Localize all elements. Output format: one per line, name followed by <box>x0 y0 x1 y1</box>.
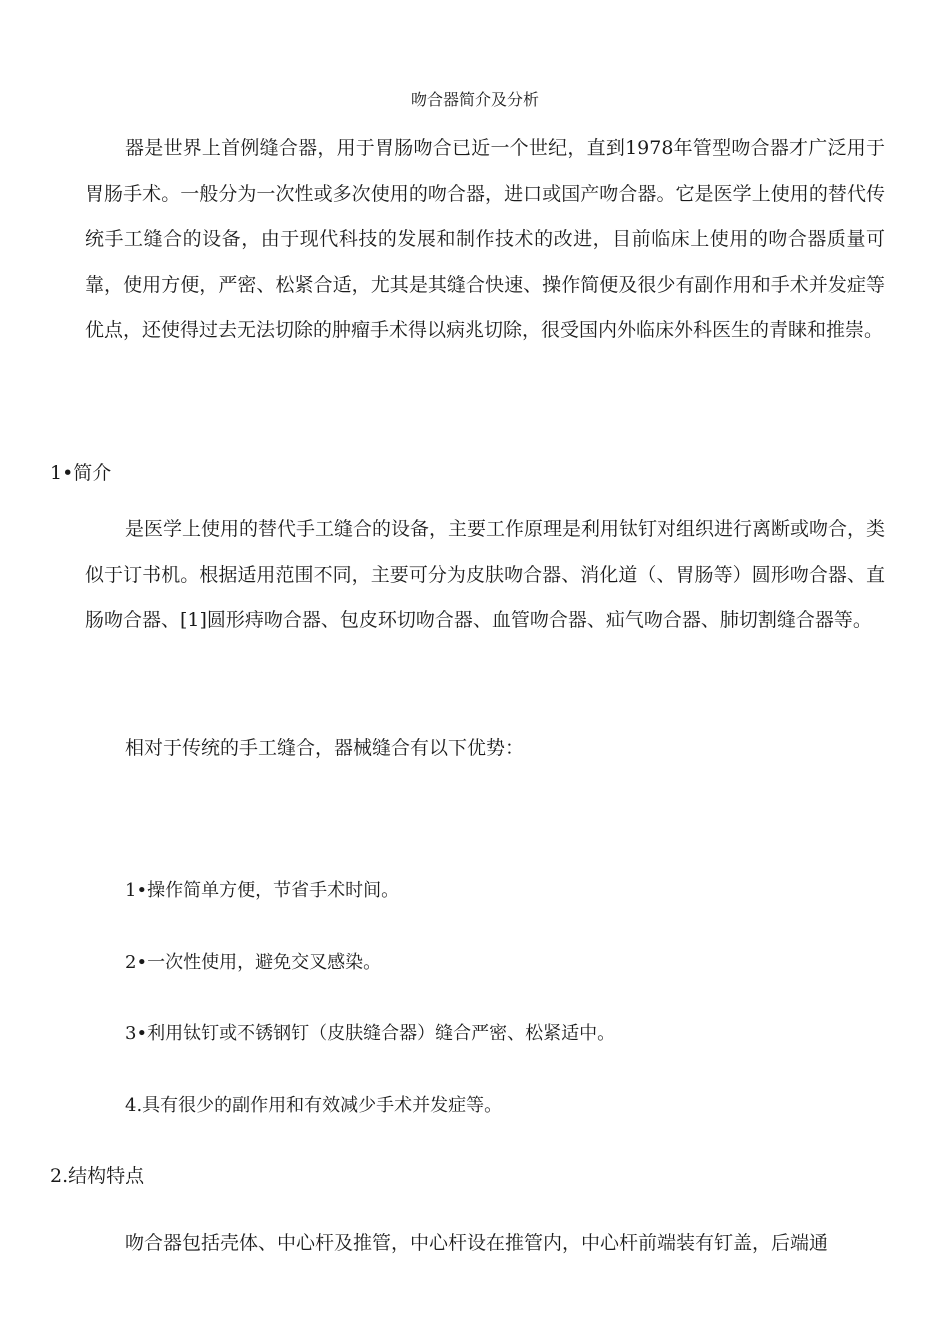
advantage-item-3: 3•利用钛钉或不锈钢钉（皮肤缝合器）缝合严密、松紧适中。 <box>125 1023 616 1044</box>
document-title: 吻合器简介及分析 <box>410 90 539 109</box>
section1-paragraph: 是医学上使用的替代手工缝合的设备，主要工作原理是利用钛钉对组织进行离断或吻合，类似于订书机。根据适用范围不同，主要可分为皮肤吻合器、消化道（、胃肠等）圆形吻合器、直肠吻合器、[1]圆形痔吻合器、包皮环切吻合器、血管吻合器、疝气吻合器、肺切割缝合器等。 <box>85 518 886 631</box>
advantage-item-4: 4.具有很少的副作用和有效减少手术并发症等。 <box>125 1095 503 1116</box>
advantages-intro: 相对于传统的手工缝合，器械缝合有以下优势： <box>125 737 525 759</box>
advantage-item-1: 1•操作简单方便，节省手术时间。 <box>125 880 400 901</box>
advantage-item-2: 2•一次性使用，避免交叉感染。 <box>125 952 382 973</box>
section2-paragraph: 吻合器包括壳体、中心杆及推管，中心杆设在推管内，中心杆前端装有钉盖，后端通 <box>125 1232 829 1254</box>
section-heading-structure: 2.结构特点 <box>50 1165 145 1187</box>
section-heading-intro: 1•简介 <box>50 462 112 484</box>
intro-paragraph: 器是世界上首例缝合器，用于胃肠吻合已近一个世纪，直到1978年管型吻合器才广泛用于胃肠手术。一般分为一次性或多次使用的吻合器，进口或国产吻合器。它是医学上使用的替代传统手工缝合的设备，由于现代科技的发展和制作技术的改进，目前临床上使用的吻合器质量可靠，使用方便，严密、松紧合适，尤其是其缝合快速、操作简便及很少有副作用和手术并发症等优点，还使得过去无法切除的肿瘤手术得以病兆切除，很受国内外临床外科医生的青睐和推崇。 <box>85 137 885 341</box>
